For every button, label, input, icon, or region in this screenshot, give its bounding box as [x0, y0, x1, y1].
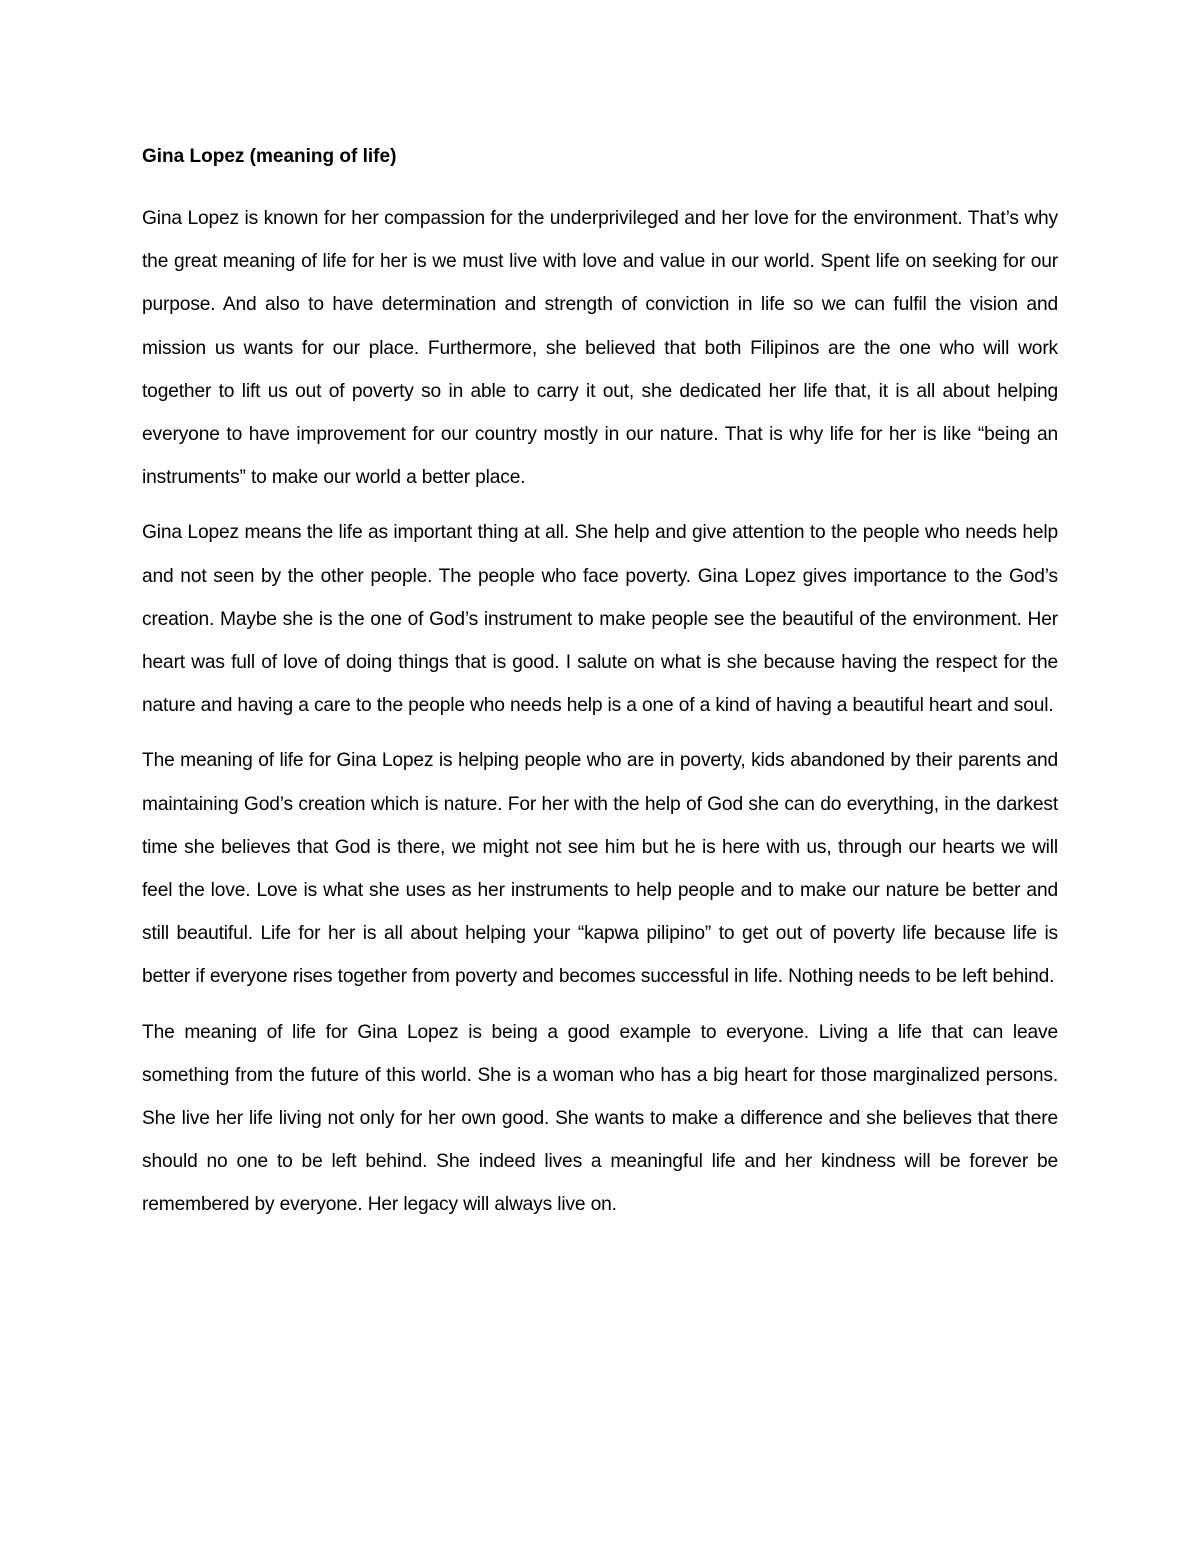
paragraph-1: Gina Lopez is known for her compassion for the underprivileged and her love for the environment. That’s why the great meaning of life for her is we must live with love and value in our world. Spent life on seeking for our purpose. And also to have determination and strength of conviction in life so we can fulfil the vision and mission us wants for our place. Furthermore, she believed that both Filipinos are the one who will work together to lift us out of poverty so in able to carry it out, she dedicated her life that, it is all about helping everyone to have improvement for our country mostly in our nature. That is why life for her is like “being an instruments” to make our world a better place. [142, 208, 1058, 489]
paragraph-4: The meaning of life for Gina Lopez is being a good example to everyone. Living a life that can leave something from the future of this world. She is a woman who has a big heart for those marginalized persons. She live her life living not only for her own good. She wants to make a difference and she believes that there should no one to be left behind. She indeed lives a meaningful life and her kindness will be forever be remembered by everyone. Her legacy will always live on. [142, 1021, 1058, 1216]
paragraph-2: Gina Lopez means the life as important thing at all. She help and give attention to the people who needs help and not seen by the other people. The people who face poverty. Gina Lopez gives importance to the God’s creation. Maybe she is the one of God’s instrument to make people see the beautiful of the environment. Her heart was full of love of doing things that is good. I salute on what is she because having the respect for the nature and having a care to the people who needs help is a one of a kind of having a beautiful heart and soul. [142, 522, 1058, 717]
document-body [142, 143, 1058, 1227]
document-title: Gina Lopez (meaning of life) [142, 146, 397, 167]
paragraph-3: The meaning of life for Gina Lopez is helping people who are in poverty, kids abandoned by their parents and maintaining God’s creation which is nature. For her with the help of God she can do everything, in the darkest time she believes that God is there, we might not see him but he is here with us, through our hearts we will feel the love. Love is what she uses as her instruments to help people and to make our nature be better and still beautiful. Life for her is all about helping your “kapwa pilipino” to get out of poverty life because life is better if everyone rises together from poverty and becomes successful in life. Nothing needs to be left behind. [142, 750, 1058, 988]
